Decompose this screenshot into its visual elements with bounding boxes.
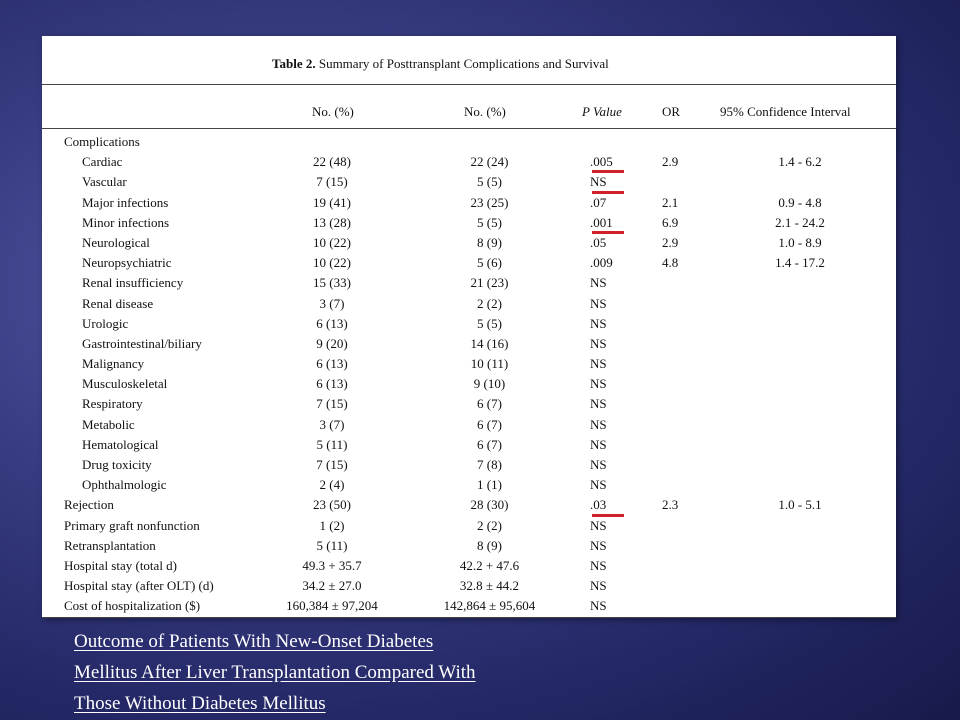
cell-no-pct-2: 32.8 ± 44.2 [459, 578, 520, 594]
cell-no-pct-2: 8 (9) [477, 234, 502, 250]
table-bottom-rule [42, 617, 896, 618]
table-row [42, 354, 896, 374]
cell-p-value: NS [590, 376, 607, 392]
cell-p-value: NS [590, 396, 607, 412]
cell-ci: 1.4 - 17.2 [775, 255, 825, 271]
cell-no-pct-1: 160,384 ± 97,204 [286, 598, 378, 614]
row-label: Hospital stay (after OLT) (d) [64, 578, 214, 594]
cell-p-value: .05 [590, 234, 607, 250]
cell-no-pct-2: 1 (1) [477, 477, 502, 493]
table-title-text: Summary of Posttransplant Complications and Survival [318, 56, 609, 71]
table-row [42, 314, 896, 334]
cell-no-pct-2: 8 (9) [477, 537, 502, 553]
table-row [42, 132, 896, 152]
table-row [42, 394, 896, 414]
row-label: Cardiac [82, 154, 123, 170]
row-label: Neurological [82, 234, 150, 250]
cell-no-pct-2: 14 (16) [470, 335, 509, 351]
cell-no-pct-1: 10 (22) [313, 255, 351, 271]
table-row [42, 152, 896, 172]
cell-no-pct-1: 9 (20) [316, 335, 348, 351]
slide-caption [74, 626, 694, 719]
cell-no-pct-2: 6 (7) [477, 436, 502, 452]
row-label: Complications [64, 134, 140, 149]
row-label: Minor infections [82, 214, 170, 230]
row-label: Gastrointestinal/biliary [82, 335, 202, 351]
cell-no-pct-1: 49.3 + 35.7 [302, 557, 362, 573]
row-label: Ophthalmologic [82, 477, 167, 493]
cell-no-pct-2: 21 (23) [470, 275, 509, 291]
cell-no-pct-2: 6 (7) [477, 396, 502, 412]
cell-no-pct-1: 1 (2) [319, 517, 345, 533]
table-row [42, 475, 896, 495]
cell-p-value: .07 [590, 194, 607, 210]
cell-no-pct-2: 5 (5) [477, 214, 502, 230]
table-row [42, 495, 896, 515]
cell-p-value: NS [590, 517, 607, 533]
row-label: Rejection [64, 497, 114, 513]
cell-no-pct-1: 3 (7) [319, 416, 345, 432]
cell-ci: 1.4 - 6.2 [778, 154, 822, 170]
table-title [272, 56, 609, 72]
header-p-value: P Value [582, 104, 622, 119]
cell-or: 2.1 [662, 194, 679, 210]
cell-no-pct-1: 19 (41) [313, 194, 351, 210]
cell-p-value: NS [590, 295, 607, 311]
row-label: Retransplantation [64, 537, 156, 553]
cell-p-value: NS [590, 598, 607, 614]
cell-no-pct-1: 22 (48) [313, 154, 351, 170]
table-number: Table 2. [272, 56, 316, 71]
cell-no-pct-1: 6 (13) [316, 315, 348, 331]
row-label: Hematological [82, 436, 159, 452]
cell-no-pct-1: 6 (13) [316, 376, 348, 392]
table-row [42, 536, 896, 556]
cell-no-pct-2: 5 (6) [477, 255, 502, 271]
cell-no-pct-2: 42.2 + 47.6 [459, 557, 520, 573]
table-row [42, 374, 896, 394]
caption-line-2: Mellitus After Liver Transplantation Compared With [74, 662, 476, 683]
cell-ci: 0.9 - 4.8 [778, 194, 822, 210]
caption-line-3: Those Without Diabetes Mellitus [74, 693, 326, 714]
cell-ci: 1.0 - 8.9 [778, 234, 822, 250]
table-header-row [42, 98, 896, 129]
table-row [42, 172, 896, 192]
cell-no-pct-1: 10 (22) [313, 234, 351, 250]
row-label: Renal insufficiency [82, 275, 184, 291]
cell-p-value: .009 [590, 255, 613, 271]
table-row [42, 294, 896, 314]
table-panel [42, 36, 896, 618]
header-no-pct-1: No. (%) [312, 104, 354, 119]
table-row [42, 213, 896, 233]
header-ci: 95% Confidence Interval [720, 104, 851, 119]
table-row [42, 516, 896, 536]
cell-or: 2.9 [662, 234, 679, 250]
cell-or: 4.8 [662, 255, 679, 271]
cell-p-value: NS [590, 578, 607, 594]
cell-no-pct-1: 5 (11) [316, 436, 348, 452]
cell-p-value: NS [590, 416, 607, 432]
row-label: Major infections [82, 194, 169, 210]
cell-no-pct-1: 7 (15) [316, 396, 348, 412]
table-row [42, 576, 896, 596]
table-row [42, 556, 896, 576]
cell-ci: 1.0 - 5.1 [778, 497, 822, 513]
table-row [42, 253, 896, 273]
row-label: Malignancy [82, 356, 145, 372]
cell-or: 2.9 [662, 154, 679, 170]
cell-no-pct-2: 2 (2) [477, 295, 502, 311]
cell-no-pct-1: 2 (4) [319, 477, 345, 493]
cell-p-value: NS [590, 174, 607, 190]
header-no-pct-2: No. (%) [464, 104, 506, 119]
cell-no-pct-2: 5 (5) [477, 174, 502, 190]
cell-no-pct-1: 5 (11) [316, 537, 348, 553]
cell-no-pct-2: 6 (7) [477, 416, 502, 432]
table-row [42, 455, 896, 475]
row-label: Musculoskeletal [82, 376, 168, 392]
cell-p-value: .005 [590, 154, 613, 170]
highlight-underline [592, 514, 624, 517]
row-label: Hospital stay (total d) [64, 557, 178, 573]
highlight-underline [592, 170, 624, 173]
cell-no-pct-2: 2 (2) [477, 517, 502, 533]
row-label: Primary graft nonfunction [64, 517, 200, 533]
cell-p-value: .001 [590, 214, 613, 230]
cell-no-pct-1: 13 (28) [313, 214, 351, 230]
caption-line-1: Outcome of Patients With New-Onset Diabetes [74, 631, 434, 652]
cell-no-pct-2: 22 (24) [470, 154, 509, 170]
row-label: Renal disease [82, 295, 154, 311]
cell-no-pct-1: 15 (33) [313, 275, 351, 291]
table-row [42, 193, 896, 213]
highlight-underline [592, 191, 624, 194]
row-label: Neuropsychiatric [82, 255, 172, 271]
cell-no-pct-1: 6 (13) [316, 356, 348, 372]
table-title-row [42, 36, 896, 85]
cell-p-value: NS [590, 457, 607, 472]
cell-no-pct-1: 7 (15) [316, 457, 348, 472]
cell-ci: 2.1 - 24.2 [775, 214, 825, 230]
row-label: Drug toxicity [82, 457, 152, 472]
table-row [42, 596, 896, 616]
table-row [42, 273, 896, 293]
row-label: Metabolic [82, 416, 135, 432]
cell-no-pct-2: 10 (11) [470, 356, 509, 372]
cell-or: 6.9 [662, 214, 679, 230]
cell-no-pct-1: 3 (7) [319, 295, 345, 311]
cell-p-value: NS [590, 557, 607, 573]
table-row [42, 415, 896, 435]
cell-no-pct-2: 7 (8) [477, 457, 502, 472]
cell-no-pct-2: 142,864 ± 95,604 [443, 598, 536, 614]
cell-no-pct-2: 23 (25) [470, 194, 509, 210]
cell-p-value: NS [590, 537, 607, 553]
cell-no-pct-2: 28 (30) [470, 497, 509, 513]
cell-p-value: NS [590, 477, 607, 493]
table-row [42, 435, 896, 455]
cell-p-value: NS [590, 436, 607, 452]
header-or: OR [662, 104, 681, 119]
cell-no-pct-1: 34.2 ± 27.0 [302, 578, 362, 594]
table-body [42, 132, 896, 617]
cell-no-pct-2: 5 (5) [477, 315, 502, 331]
cell-p-value: NS [590, 275, 607, 291]
row-label: Cost of hospitalization ($) [64, 598, 201, 614]
cell-p-value: .03 [590, 497, 607, 513]
cell-no-pct-1: 7 (15) [316, 174, 348, 190]
cell-no-pct-1: 23 (50) [313, 497, 351, 513]
row-label: Vascular [82, 174, 127, 190]
row-label: Respiratory [82, 396, 143, 412]
row-label: Urologic [82, 315, 129, 331]
cell-or: 2.3 [662, 497, 679, 513]
cell-p-value: NS [590, 315, 607, 331]
highlight-underline [592, 231, 624, 234]
cell-no-pct-2: 9 (10) [473, 376, 506, 392]
table-row [42, 334, 896, 354]
cell-p-value: NS [590, 356, 607, 372]
table-row [42, 233, 896, 253]
cell-p-value: NS [590, 335, 607, 351]
